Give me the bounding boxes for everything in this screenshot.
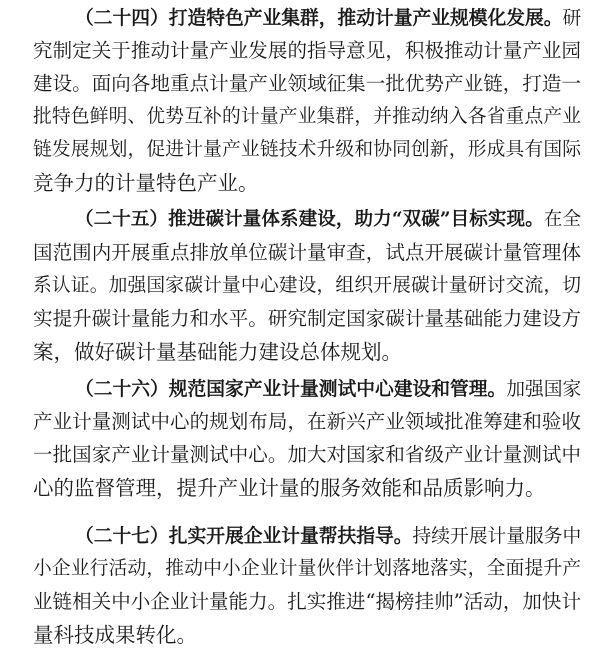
paragraph-27-line-1-text: 持续开展计量服务中 [412, 526, 581, 547]
paragraph-27-heading: （二十七）扎实开展企业计量帮扶指导。 [75, 525, 413, 547]
paragraph-26-line-4: 心的监督管理，提升产业计量的服务效能和品质影响力。 [33, 476, 546, 500]
paragraph-25-line-5: 案，做好碳计量基础能力建设总体规划。 [33, 340, 402, 364]
paragraph-27-line-4: 量科技成果转化。 [33, 623, 197, 647]
paragraph-24-line-3: 建设。面向各地重点计量产业领域征集一批优势产业链，打造一 [33, 72, 581, 95]
paragraph-25-line-3: 系认证。加强国家碳计量中心建设，组织开展碳计量研讨交流，切 [33, 275, 581, 296]
paragraph-26-line-3: 一批国家产业计量测试中心。加大对国家和省级产业计量测试中 [33, 443, 581, 466]
paragraph-24-line-6: 竞争力的计量特色产业。 [33, 171, 259, 195]
paragraph-25-line-2: 国范围内开展重点排放单位碳计量审查，试点开展碳计量管理体 [33, 241, 581, 264]
paragraph-24-heading: （二十四）打造特色产业集群，推动计量产业规模化发展。 [75, 7, 563, 29]
paragraph-24-line-1-text: 研 [562, 8, 581, 29]
document-page [33, 0, 581, 659]
paragraph-26-heading: （二十六）规范国家产业计量测试中心建设和管理。 [75, 378, 507, 400]
paragraph-24-line-4: 批特色鲜明、优势互补的计量产业集群，并推动纳入各省重点产业 [33, 106, 581, 127]
paragraph-25-line-4: 实提升碳计量能力和水平。研究制定国家碳计量基础能力建设方 [33, 307, 581, 330]
paragraph-25-heading: （二十五）推进碳计量体系建设，助力“双碳”目标实现。 [75, 209, 544, 230]
paragraph-26-line-2: 产业计量测试中心的规划布局，在新兴产业领域批准筹建和验收 [33, 410, 581, 433]
paragraph-27-line-1 [33, 519, 581, 553]
paragraph-25-line-1-text: 在全 [543, 209, 581, 230]
paragraph-26-line-1 [33, 372, 581, 406]
paragraph-26-line-1-text: 加强国家 [506, 379, 581, 400]
paragraph-24-line-2: 究制定关于推动计量产业发展的指导意见，积极推动计量产业园 [33, 39, 581, 62]
paragraph-25-line-1 [33, 203, 581, 237]
paragraph-24-line-5: 链发展规划，促进计量产业链技术升级和协同创新，形成具有国际 [33, 139, 581, 160]
paragraph-27-line-2: 小企业行活动，推动中小企业计量伙伴计划落地落实，全面提升产 [33, 558, 581, 579]
paragraph-27-line-3: 业链相关中小企业计量能力。扎实推进“揭榜挂帅”活动，加快计 [33, 590, 581, 613]
paragraph-24-line-1 [33, 1, 581, 35]
